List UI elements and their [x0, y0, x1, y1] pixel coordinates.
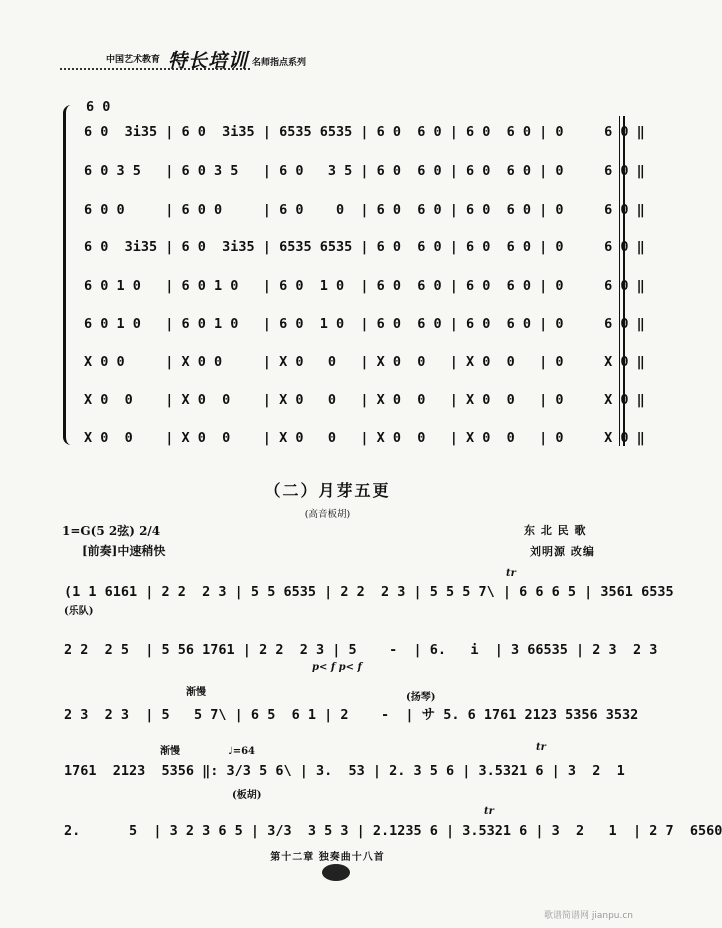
ritardando-mark: 渐慢	[160, 746, 180, 757]
header-series-left: 中国艺术教育	[106, 55, 161, 65]
header-rule	[60, 68, 250, 70]
score-row: 6 0 1 0 | 6 0 1 0 | 6 0 1 0 | 6 0 6 0 | 6 0 6 0 | 0 6 0 ‖	[84, 316, 645, 332]
melody-line-2: 2 2 2 5 | 5 56 1761 | 2 2 2 3 | 5 - | 6. i | 3 66535 | 2 3 2 3	[64, 642, 658, 658]
top-fragment: 6 0	[86, 99, 111, 115]
score-row: 6 0 0 | 6 0 0 | 6 0 0 | 6 0 6 0 | 6 0 6 0 | 0 6 0 ‖	[84, 202, 645, 218]
system-brace	[63, 105, 76, 445]
orchestra-label: (乐队)	[64, 606, 94, 617]
header-brand: 特长培训	[168, 50, 249, 72]
score-row: X 0 0 | X 0 0 | X 0 0 | X 0 0 | X 0 0 | 0 X 0 ‖	[84, 354, 645, 370]
trill-mark: tr	[536, 742, 546, 753]
melody-line-3: 2 3 2 3 | 5 5 7\ | 6 5 6 1 | 2 - | サ 5. 6 1761 2123 5356 3532	[64, 707, 639, 723]
page-number-mark	[322, 864, 350, 881]
score-row: X 0 0 | X 0 0 | X 0 0 | X 0 0 | X 0 0 | 0 X 0 ‖	[84, 430, 645, 446]
watermark: 歌谱简谱网 jianpu.cn	[543, 911, 633, 921]
score-system	[84, 124, 645, 446]
melody-line-5: 2. 5 | 3 2 3 6 5 | 3/3 3 5 3 | 2.1235 6 | 3.5321 6 | 3 2 1 | 2 7 6560	[64, 823, 722, 839]
yangqin-label: (扬琴)	[406, 692, 436, 703]
melody-line-4: 1761 2123 5356 ‖: 3/3 5 6\ | 3. 53 | 2. 3 5 6 | 3.5321 6 | 3 2 1	[64, 763, 625, 779]
piece-subtitle: (高音板胡)	[304, 509, 351, 520]
key-signature: 1=G(5 2弦) 2/4	[62, 524, 161, 538]
score-row: 6 0 3i35 | 6 0 3i35 | 6535 6535 | 6 0 6 0 | 6 0 6 0 | 0 6 0 ‖	[84, 239, 645, 255]
page-footer: 第十二章 独奏曲十八首	[270, 852, 385, 863]
header-series-right: 名师指点系列	[252, 58, 307, 68]
dynamics: p< f p< f	[312, 662, 362, 673]
tempo-marking: [前奏]中速稍快	[82, 544, 166, 558]
trill-mark: tr	[484, 806, 494, 817]
score-row: 6 0 1 0 | 6 0 1 0 | 6 0 1 0 | 6 0 6 0 | 6 0 6 0 | 0 6 0 ‖	[84, 278, 645, 294]
score-row: 6 0 3i35 | 6 0 3i35 | 6535 6535 | 6 0 6 0 | 6 0 6 0 | 0 6 0 ‖	[84, 124, 645, 140]
banhu-label: (板胡)	[232, 790, 262, 801]
score-row: X 0 0 | X 0 0 | X 0 0 | X 0 0 | X 0 0 | 0 X 0 ‖	[84, 392, 645, 408]
page-header	[60, 50, 620, 74]
piece-title: （二）月芽五更	[264, 481, 391, 500]
ritardando-mark: 渐慢	[186, 687, 206, 698]
credit-arranger: 刘明源 改编	[530, 545, 595, 558]
trill-mark: tr	[506, 568, 516, 579]
credit-source: 东 北 民 歌	[524, 524, 587, 537]
tempo-64: ♩=64	[228, 746, 256, 757]
melody-line-1: (1 1 6161 | 2 2 2 3 | 5 5 6535 | 2 2 2 3 | 5 5 5 7\ | 6 6 6 5 | 3561 6535	[64, 584, 674, 600]
score-row: 6 0 3 5 | 6 0 3 5 | 6 0 3 5 | 6 0 6 0 | 6 0 6 0 | 0 6 0 ‖	[84, 163, 645, 179]
